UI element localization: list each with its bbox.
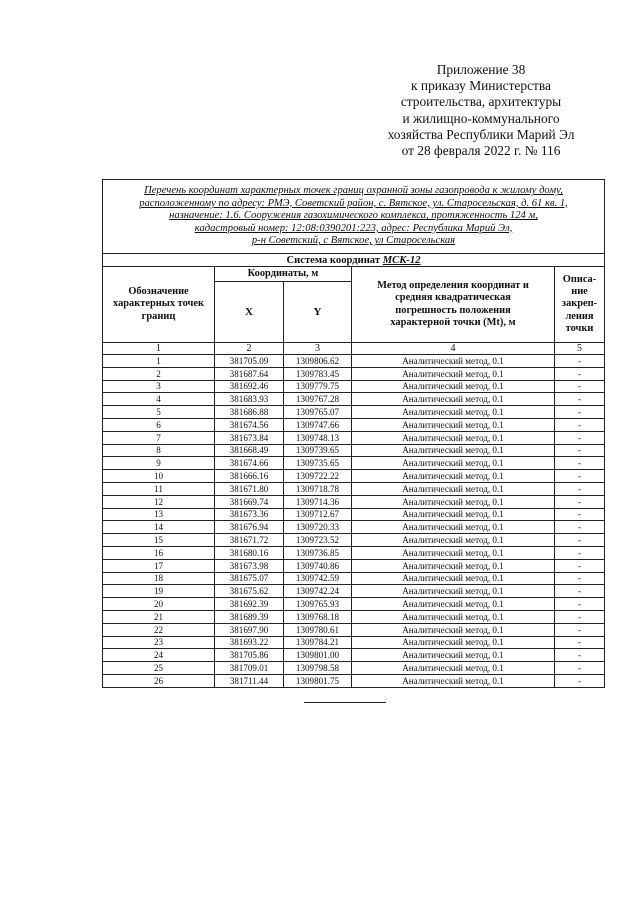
column-number: 4 <box>352 343 555 355</box>
cell-description: - <box>555 380 605 393</box>
cell-y: 1309740.86 <box>284 559 352 572</box>
cell-y: 1309780.61 <box>284 623 352 636</box>
cell-point-number: 2 <box>103 367 215 380</box>
cell-point-number: 4 <box>103 393 215 406</box>
cell-method: Аналитический метод, 0.1 <box>352 534 555 547</box>
cell-point-number: 23 <box>103 636 215 649</box>
cell-point-number: 6 <box>103 418 215 431</box>
cell-point-number: 12 <box>103 495 215 508</box>
table-row <box>103 457 605 470</box>
table-title-line: Перечень координат характерных точек границ охранной зоны газопровода к жилому дому, <box>144 185 563 197</box>
column-numbers-row <box>103 343 605 355</box>
table-row <box>103 406 605 419</box>
cell-y: 1309767.28 <box>284 393 352 406</box>
cell-y: 1309723.52 <box>284 534 352 547</box>
cell-y: 1309768.18 <box>284 610 352 623</box>
cell-x: 381675.62 <box>215 585 284 598</box>
cell-method: Аналитический метод, 0.1 <box>352 636 555 649</box>
table-row <box>103 393 605 406</box>
cell-method: Аналитический метод, 0.1 <box>352 572 555 585</box>
cell-x: 381675.07 <box>215 572 284 585</box>
column-number: 2 <box>215 343 284 355</box>
cell-method: Аналитический метод, 0.1 <box>352 431 555 444</box>
cell-x: 381711.44 <box>215 674 284 687</box>
cell-y: 1309765.93 <box>284 598 352 611</box>
cell-y: 1309801.00 <box>284 649 352 662</box>
column-number: 5 <box>555 343 605 355</box>
cell-method: Аналитический метод, 0.1 <box>352 406 555 419</box>
cell-point-number: 18 <box>103 572 215 585</box>
cell-y: 1309779.75 <box>284 380 352 393</box>
cell-y: 1309739.65 <box>284 444 352 457</box>
cell-x: 381668.49 <box>215 444 284 457</box>
cell-point-number: 19 <box>103 585 215 598</box>
cell-x: 381683.93 <box>215 393 284 406</box>
column-number: 1 <box>103 343 215 355</box>
header-description-line: Описа- <box>562 273 597 285</box>
cell-y: 1309736.85 <box>284 546 352 559</box>
table-row <box>103 636 605 649</box>
header-coordinates: Координаты, м <box>215 267 352 282</box>
header-point-line: Обозначение <box>128 286 189 298</box>
cell-x: 381693.22 <box>215 636 284 649</box>
cell-x: 381705.09 <box>215 355 284 368</box>
cell-y: 1309742.24 <box>284 585 352 598</box>
coordinate-system-value: МСК-12 <box>382 254 421 266</box>
cell-x: 381674.66 <box>215 457 284 470</box>
cell-y: 1309784.21 <box>284 636 352 649</box>
cell-point-number: 3 <box>103 380 215 393</box>
table-title <box>103 180 605 254</box>
cell-x: 381669.74 <box>215 495 284 508</box>
cell-description: - <box>555 546 605 559</box>
cell-point-number: 24 <box>103 649 215 662</box>
table-title-line: кадастровый номер: 12:08:0390201:223, адрес: Республика Марий Эл, <box>194 222 513 234</box>
cell-x: 381666.16 <box>215 470 284 483</box>
cell-description: - <box>555 674 605 687</box>
header-description-line: закреп- <box>561 298 598 310</box>
cell-y: 1309735.65 <box>284 457 352 470</box>
cell-description: - <box>555 431 605 444</box>
document-heading <box>340 62 622 159</box>
cell-description: - <box>555 444 605 457</box>
cell-description: - <box>555 393 605 406</box>
cell-y: 1309748.13 <box>284 431 352 444</box>
cell-method: Аналитический метод, 0.1 <box>352 470 555 483</box>
cell-method: Аналитический метод, 0.1 <box>352 521 555 534</box>
cell-method: Аналитический метод, 0.1 <box>352 662 555 675</box>
cell-y: 1309720.33 <box>284 521 352 534</box>
cell-description: - <box>555 508 605 521</box>
table-row <box>103 495 605 508</box>
coordinate-system <box>103 254 605 267</box>
table-title-line: р-н Советский, с Вятское, ул Старосельская <box>251 235 456 247</box>
cell-x: 381705.86 <box>215 649 284 662</box>
cell-description: - <box>555 470 605 483</box>
heading-line: строительства, архитектуры <box>400 94 562 110</box>
cell-x: 381697.90 <box>215 623 284 636</box>
cell-point-number: 15 <box>103 534 215 547</box>
cell-y: 1309714.36 <box>284 495 352 508</box>
cell-description: - <box>555 367 605 380</box>
cell-method: Аналитический метод, 0.1 <box>352 585 555 598</box>
cell-x: 381692.39 <box>215 598 284 611</box>
cell-method: Аналитический метод, 0.1 <box>352 482 555 495</box>
cell-method: Аналитический метод, 0.1 <box>352 355 555 368</box>
cell-x: 381676.94 <box>215 521 284 534</box>
heading-line: к приказу Министерства <box>411 78 551 94</box>
cell-method: Аналитический метод, 0.1 <box>352 457 555 470</box>
cell-y: 1309718.78 <box>284 482 352 495</box>
header-method-line: погрешность положения <box>395 304 511 316</box>
table-row <box>103 534 605 547</box>
header-description-line: точки <box>565 322 594 334</box>
heading-line: Приложение 38 <box>436 62 526 77</box>
table-row <box>103 623 605 636</box>
table-row <box>103 418 605 431</box>
table-row <box>103 470 605 483</box>
cell-x: 381686.88 <box>215 406 284 419</box>
cell-point-number: 26 <box>103 674 215 687</box>
cell-method: Аналитический метод, 0.1 <box>352 495 555 508</box>
cell-x: 381673.36 <box>215 508 284 521</box>
cell-point-number: 13 <box>103 508 215 521</box>
cell-y: 1309806.62 <box>284 355 352 368</box>
end-rule <box>304 702 386 703</box>
cell-point-number: 7 <box>103 431 215 444</box>
column-number: 3 <box>284 343 352 355</box>
cell-x: 381709.01 <box>215 662 284 675</box>
cell-method: Аналитический метод, 0.1 <box>352 393 555 406</box>
cell-y: 1309722.22 <box>284 470 352 483</box>
cell-method: Аналитический метод, 0.1 <box>352 367 555 380</box>
table-row <box>103 674 605 687</box>
header-method-line: Метод определения координат и <box>377 280 529 292</box>
cell-description: - <box>555 559 605 572</box>
heading-line: от 28 февраля 2022 г. № 116 <box>401 143 561 159</box>
cell-x: 381680.16 <box>215 546 284 559</box>
cell-method: Аналитический метод, 0.1 <box>352 674 555 687</box>
header-method <box>352 267 555 343</box>
cell-description: - <box>555 355 605 368</box>
header-point-line: характерных точек <box>113 298 204 310</box>
cell-description: - <box>555 636 605 649</box>
header-y: Y <box>284 282 352 343</box>
cell-method: Аналитический метод, 0.1 <box>352 444 555 457</box>
table-title-line: расположенному по адресу: РМЭ, Советский район, с. Вятское, ул. Старосельская, д. 61 кв. 1, <box>139 197 568 209</box>
table-row <box>103 521 605 534</box>
coordinates-table <box>102 179 605 688</box>
cell-description: - <box>555 406 605 419</box>
cell-method: Аналитический метод, 0.1 <box>352 546 555 559</box>
cell-description: - <box>555 598 605 611</box>
cell-description: - <box>555 610 605 623</box>
cell-description: - <box>555 495 605 508</box>
header-point-line: границ <box>141 310 176 322</box>
cell-y: 1309742.59 <box>284 572 352 585</box>
cell-y: 1309783.45 <box>284 367 352 380</box>
cell-x: 381673.98 <box>215 559 284 572</box>
cell-x: 381692.46 <box>215 380 284 393</box>
cell-y: 1309801.75 <box>284 674 352 687</box>
table-row <box>103 610 605 623</box>
cell-method: Аналитический метод, 0.1 <box>352 508 555 521</box>
cell-method: Аналитический метод, 0.1 <box>352 623 555 636</box>
table-row <box>103 508 605 521</box>
table-row <box>103 585 605 598</box>
table-row <box>103 444 605 457</box>
table-row <box>103 662 605 675</box>
cell-point-number: 8 <box>103 444 215 457</box>
cell-description: - <box>555 457 605 470</box>
table-row <box>103 572 605 585</box>
cell-point-number: 14 <box>103 521 215 534</box>
cell-point-number: 21 <box>103 610 215 623</box>
cell-x: 381671.80 <box>215 482 284 495</box>
cell-y: 1309798.58 <box>284 662 352 675</box>
cell-method: Аналитический метод, 0.1 <box>352 610 555 623</box>
cell-y: 1309747.66 <box>284 418 352 431</box>
cell-point-number: 17 <box>103 559 215 572</box>
cell-description: - <box>555 649 605 662</box>
header-point <box>103 267 215 343</box>
cell-description: - <box>555 585 605 598</box>
cell-method: Аналитический метод, 0.1 <box>352 380 555 393</box>
cell-point-number: 10 <box>103 470 215 483</box>
table-row <box>103 559 605 572</box>
header-description-line: ления <box>565 310 594 322</box>
cell-description: - <box>555 482 605 495</box>
cell-y: 1309765.07 <box>284 406 352 419</box>
header-method-line: средняя квадратическая <box>395 292 511 304</box>
table-row <box>103 367 605 380</box>
cell-y: 1309712.67 <box>284 508 352 521</box>
cell-description: - <box>555 521 605 534</box>
table-row <box>103 649 605 662</box>
cell-point-number: 20 <box>103 598 215 611</box>
table-title-line: назначение: 1.6. Сооружения газохимического комплекса, протяженность 124 м, <box>169 210 538 222</box>
cell-point-number: 5 <box>103 406 215 419</box>
table-row <box>103 431 605 444</box>
cell-method: Аналитический метод, 0.1 <box>352 598 555 611</box>
table-row <box>103 598 605 611</box>
cell-description: - <box>555 572 605 585</box>
cell-point-number: 16 <box>103 546 215 559</box>
cell-x: 381671.72 <box>215 534 284 547</box>
table-row <box>103 355 605 368</box>
cell-description: - <box>555 418 605 431</box>
cell-method: Аналитический метод, 0.1 <box>352 649 555 662</box>
heading-line: и жилищно-коммунального <box>402 110 560 126</box>
cell-point-number: 1 <box>103 355 215 368</box>
cell-point-number: 25 <box>103 662 215 675</box>
table-row <box>103 482 605 495</box>
cell-point-number: 11 <box>103 482 215 495</box>
table-row <box>103 546 605 559</box>
cell-point-number: 9 <box>103 457 215 470</box>
header-x: X <box>215 282 284 343</box>
header-description-line: ние <box>571 286 588 298</box>
coordinate-system-label: Система координат <box>286 254 381 266</box>
cell-method: Аналитический метод, 0.1 <box>352 418 555 431</box>
header-description <box>555 267 605 343</box>
cell-x: 381689.39 <box>215 610 284 623</box>
header-method-line: характерной точки (Mt), м <box>390 316 516 328</box>
cell-description: - <box>555 534 605 547</box>
cell-x: 381674.56 <box>215 418 284 431</box>
cell-point-number: 22 <box>103 623 215 636</box>
table-row <box>103 380 605 393</box>
cell-description: - <box>555 662 605 675</box>
cell-method: Аналитический метод, 0.1 <box>352 559 555 572</box>
cell-x: 381673.84 <box>215 431 284 444</box>
cell-x: 381687.64 <box>215 367 284 380</box>
cell-description: - <box>555 623 605 636</box>
heading-line: хозяйства Республики Марий Эл <box>387 126 575 142</box>
